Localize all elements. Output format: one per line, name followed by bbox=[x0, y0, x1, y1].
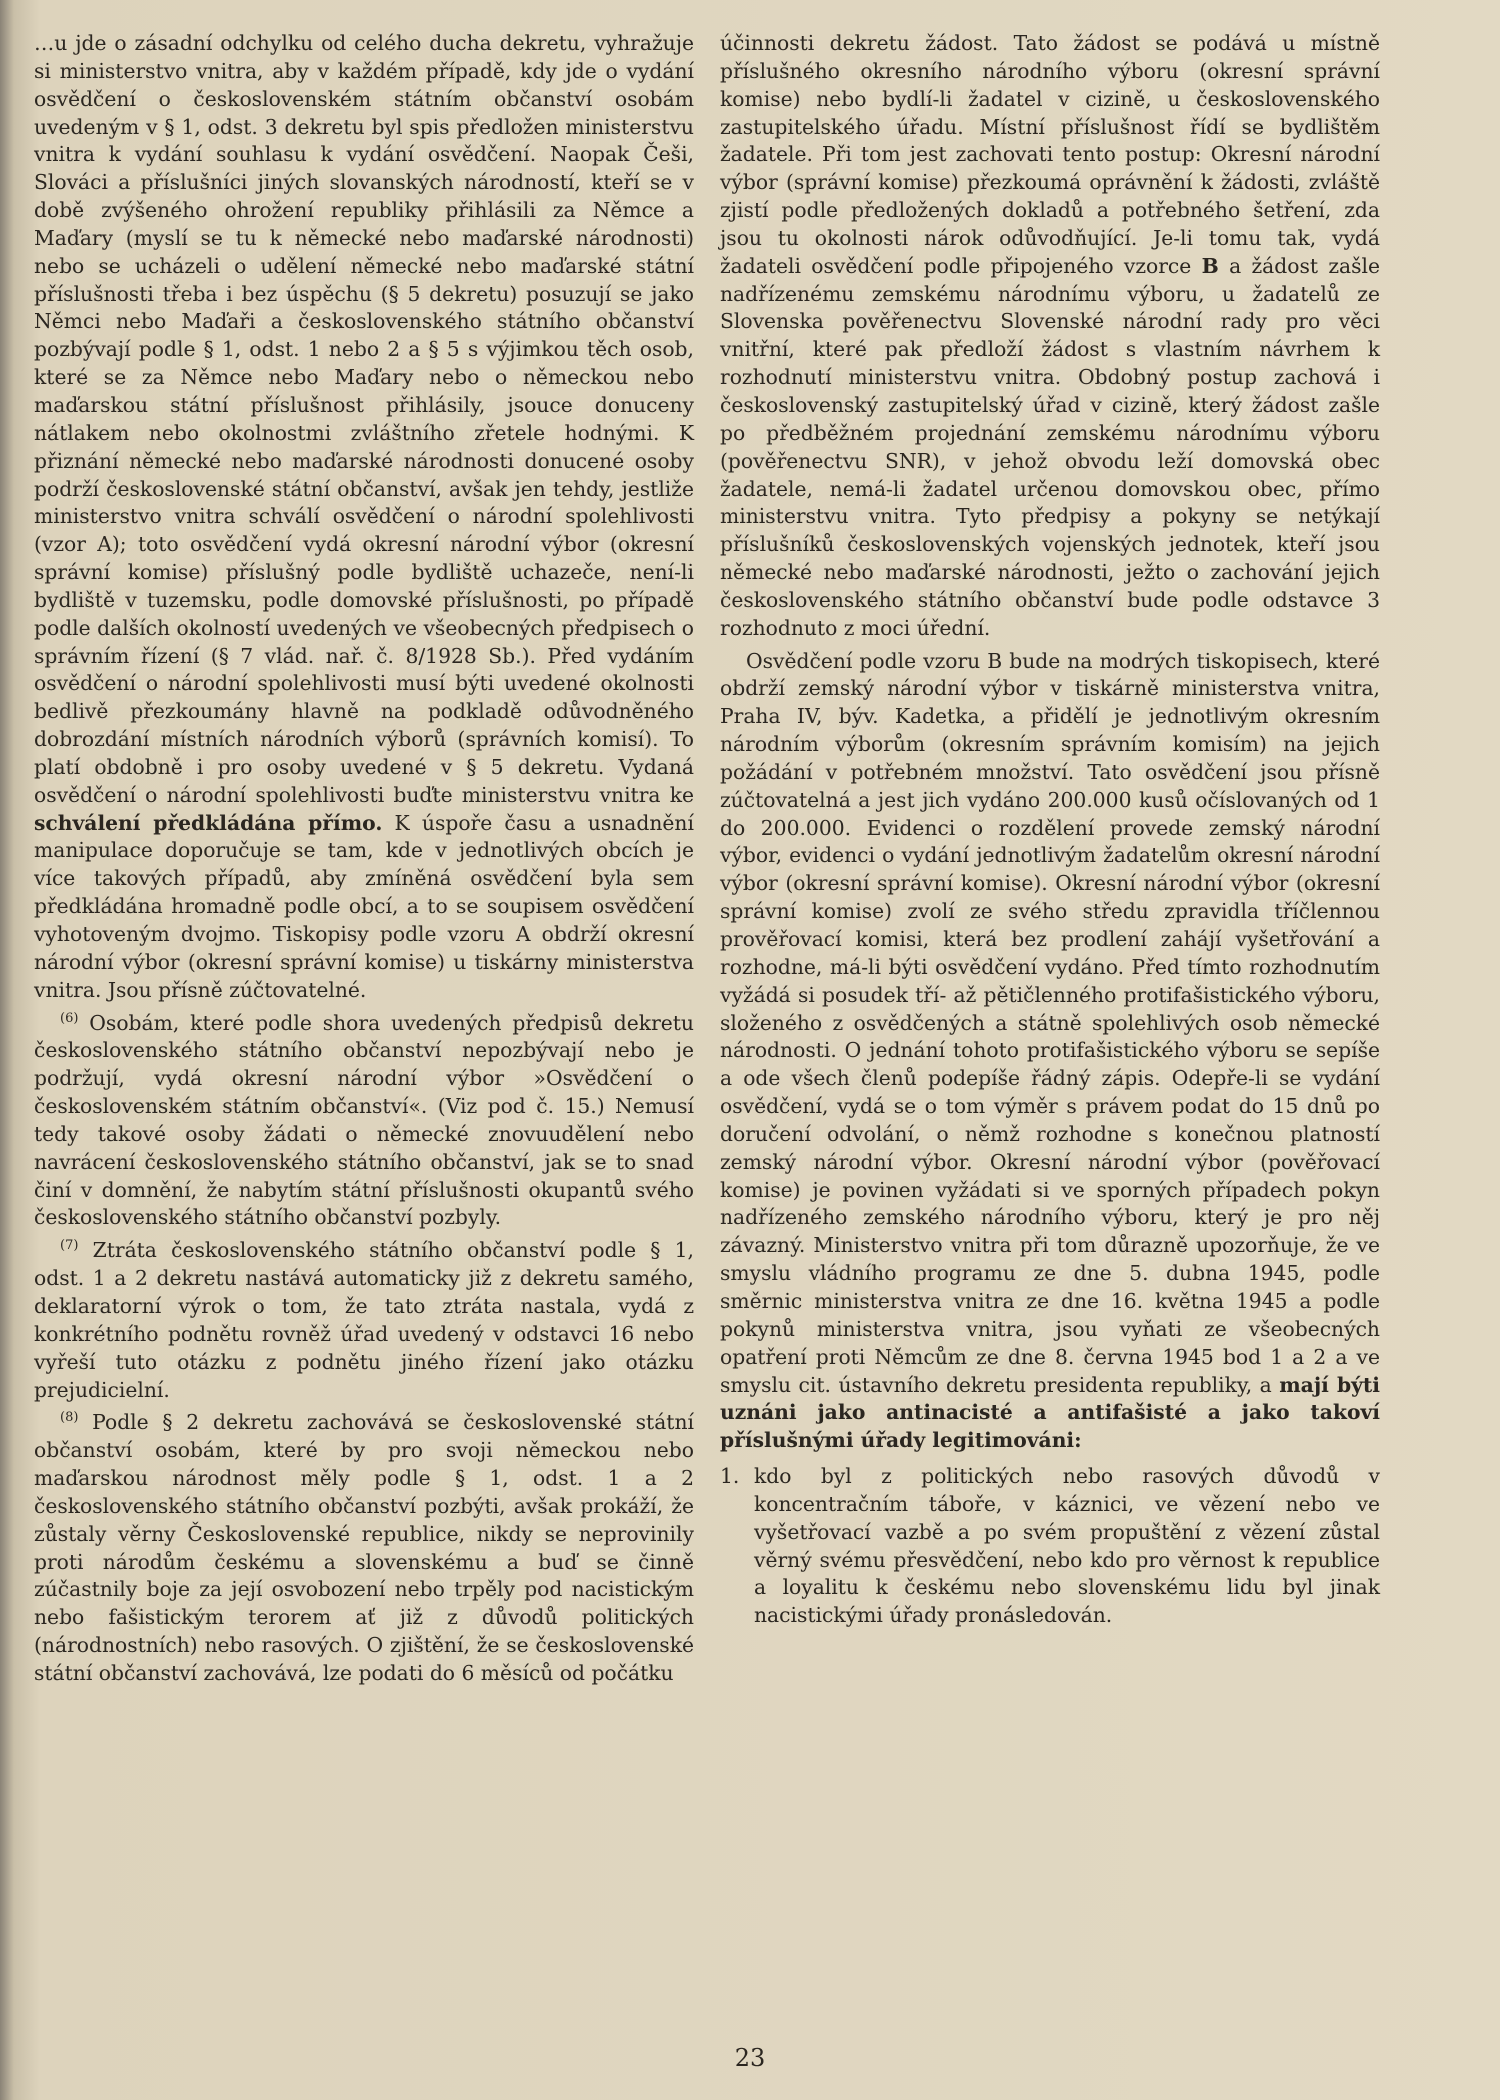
paragraph bbox=[34, 1010, 694, 1233]
paragraph bbox=[34, 1409, 694, 1687]
list-item-number: 1. bbox=[720, 1464, 740, 1489]
paragraph bbox=[34, 1237, 694, 1404]
paragraph-text: Osobám, které podle shora uvedených předpisů dekretu československého státního občanství nepozbývají nebo je podržují, vydá okresní národní výbor »Osvědčení o československém státním občanství«. (Viz pod č. 15.) Nemusí tedy takové osoby žádati o německé znovuudělení nebo navrácení československého státního občanství, jak se to snad činí v domnění, že nabytím státní příslušnosti okupantů svého československého státního občanství pozbyly. bbox=[34, 1010, 694, 1230]
paragraph-marker: (8) bbox=[60, 1410, 79, 1426]
list-item bbox=[720, 1463, 1380, 1630]
list-item-text: kdo byl z politických nebo rasových důvodů v koncentračním táboře, v káznici, ve vězení nebo ve vyšetřovací vazbě a po svém propuštění z vězení zůstal věrný svému přesvědčení, nebo kdo pro věrnost k republice a loyalitu k českému nebo slovenskému lidu byl jinak nacistickými úřady pronásledován. bbox=[754, 1464, 1380, 1628]
paragraph-text: Osvědčení podle vzoru B bude na modrých tiskopisech, které obdrží zemský národní výbor v tiskárně ministerstva vnitra, Praha IV, býv. Kadetka, a přidělí je jednotlivým okresním národním výborům (okresním správním komisím) na jejich požádání v potřebném množství. Tato osvědčení jsou přísně zúčtovatelná a jest jich vydáno 200.000 kusů očíslovaných od 1 do 200.000. Evidenci o rozdělení provede zemský národní výbor, evidenci o vydání jednotlivým žadatelům okresní národní výbor (okresní správní komise). Okresní národní výbor (okresní správní komise) zvolí ze svého středu zpravidla tříčlennou prověřovací komisi, která bez prodlení zahájí vyšetřování a rozhodne, má-li býti osvědčení vydáno. Před tímto rozhodnutím vyžádá si posudek tří- až pětičlenného protifašistického výboru, složeného z osvědčených a státně spolehlivých osob německé národnosti. O jednání tohoto protifašistického výboru se sepíše a ode všech členů podepíše řádný zápis. Odepře-li se vydání osvědčení, vydá se o tom výměr s právem podat do 15 dnů po doručení odvolání, o němž rozhodne s konečnou platností zemský národní výbor. Okresní národní výbor (pověřovací komise) je povinen vyžádati si ve sporných případech pokyn nadřízeného zemského národního výboru, který je pro něj závazný. Ministerstvo vnitra při tom důrazně upozorňuje, že ve smyslu vládního programu ze dne 5. dubna 1945, podle směrnic ministerstva vnitra ze dne 16. května 1945 a podle pokynů ministerstva vnitra, jsou vyňati ze všeobecných opatření proti Němcům ze dne 8. června 1945 bod 1 a 2 a ve smyslu cit. ústavního dekretu presidenta republiky, a bbox=[720, 648, 1380, 1397]
paragraph-text: Podle § 2 dekretu zachovává se československé státní občanství osobám, které by pro svoji německou nebo maďarskou národnost měly podle § 1, odst. 1 a 2 československého státního občanství pozbýti, avšak prokáží, že zůstaly věrny Československé republice, nikdy se neprovinily proti národům českému a slovenskému a buď se činně zúčastnily boje za její osvobození nebo trpěly pod nacistickým nebo fašistickým terorem ať již z důvodů politických (národnostních) nebo rasových. O zjištění, že se československé státní občanství zachovává, lze podati do 6 měsíců od počátku bbox=[34, 1410, 694, 1685]
bold-emphasis: schválení předkládána přímo. bbox=[34, 810, 383, 835]
paragraph-text: K úspoře času a usnadnění manipulace doporučuje se tam, kde v jednotlivých obcích je více takových případů, aby zmíněná osvědčení byla sem předkládána hromadně podle obcí, a to se soupisem osvědčení vyhotoveným dvojmo. Tiskopisy podle vzoru A obdrží okresní národní výbor (okresní správní komise) u tiskárny ministerstva vnitra. Jsou přísně zúčtovatelné. bbox=[34, 810, 694, 1002]
paragraph-marker: (6) bbox=[60, 1010, 79, 1026]
page-number: 23 bbox=[734, 2044, 766, 2072]
bold-emphasis: B bbox=[1201, 253, 1219, 278]
right-column bbox=[720, 30, 1380, 1630]
paragraph-text: účinnosti dekretu žádost. Tato žádost se podává u místně příslušného okresního národního výboru (okresní správní komise) nebo bydlí-li žadatel v cizině, u československého zastupitelského úřadu. Místní příslušnost řídí se bydlištěm žadatele. Při tom jest zachovati tento postup: Okresní národní výbor (správní komise) přezkoumá oprávnění k žádosti, zvláště zjistí podle předložených dokladů a potřebného šetření, zda jsou tu okolnosti nárok odůvodňující. Je-li tomu tak, vydá žadateli osvědčení podle připojeného vzorce bbox=[720, 31, 1380, 278]
paragraph-marker: (7) bbox=[60, 1238, 79, 1254]
numbered-list bbox=[720, 1463, 1380, 1630]
paragraph bbox=[34, 30, 694, 1005]
paragraph-text: a žádost zašle nadřízenému zemskému národnímu výboru, u žadatelů ze Slovenska pověřenectvu Slovenské národní rady pro věci vnitřní, které pak předloží žádost s vlastním návrhem k rozhodnutí ministerstvu vnitra. Obdobný postup zachová i československý zastupitelský úřad v cizině, který žádost zašle po předběžném projednání zemskému národnímu výboru (pověřenectvu SNR), v jehož obvodu leží domovská obec žadatele, nemá-li žadatel určenou domovskou obec, přímo ministerstvu vnitra. Tyto předpisy a pokyny se netýkají příslušníků československých vojenských jednotek, kteří jsou německé nebo maďarské národnosti, ježto o zachování jejich československého státního občanství bude podle odstavce 3 rozhodnuto z moci úřední. bbox=[720, 253, 1380, 640]
paragraph-text: …u jde o zásadní odchylku od celého ducha dekretu, vyhražuje si ministerstvo vnitra, aby v každém případě, kdy jde o vydání osvědčení o československém státním občanství osobám uvedeným v § 1, odst. 3 dekretu byl spis předložen ministerstvu vnitra k vydání souhlasu k vydání osvědčení. Naopak Češi, Slováci a příslušníci jiných slovanských národností, kteří se v době zvýšeného ohrožení republiky přihlásili za Němce a Maďary (myslí se tu k německé nebo maďarské národnosti) nebo se ucházeli o udělení německé nebo maďarské státní příslušnosti třeba i bez úspěchu (§ 5 dekretu) posuzují se jako Němci nebo Maďaři a československého státního občanství pozbývají podle § 1, odst. 1 nebo 2 a § 5 s výjimkou těch osob, které se za Němce nebo Maďary nebo o německou nebo maďarskou státní příslušnost přihlásily, jsouce donuceny nátlakem nebo okolnostmi zvláštního zřetele hodnými. K přiznání německé nebo maďarské národnosti donucené osoby podrží československé státní občanství, avšak jen tehdy, jestliže ministerstvo vnitra schválí osvědčení o národní spolehlivosti (vzor A); toto osvědčení vydá okresní národní výbor (okresní správní komise) příslušný podle bydliště uchazeče, není-li bydliště v tuzemsku, podle domovské příslušnosti, po případě podle dalších okolností uvedených ve všeobecných předpisech o správním řízení (§ 7 vlád. nař. č. 8/1928 Sb.). Před vydáním osvědčení o národní spolehlivosti musí býti uvedené okolnosti bedlivě přezkoumány hlavně na podkladě odůvodněného dobrozdání místních národních výborů (správních komisí). To platí obdobně i pro osoby uvedené v § 5 dekretu. Vydaná osvědčení o národní spolehlivosti buďte ministerstvu vnitra ke bbox=[34, 31, 694, 807]
left-column bbox=[34, 30, 694, 1693]
paragraph bbox=[720, 30, 1380, 643]
paragraph-text: Ztráta československého státního občanství podle § 1, odst. 1 a 2 dekretu nastává automaticky již z dekretu samého, deklaratorní výrok o tom, že tato ztráta nastala, vydá z konkrétního podnětu rovněž úřad uvedený v odstavci 16 nebo vyřeší tuto otázku z podnětu jiného řízení jako otázku prejudicielní. bbox=[34, 1238, 694, 1402]
paragraph bbox=[720, 648, 1380, 1455]
bold-emphasis: mají býti uznáni jako antinacisté a antifašisté a jako takoví příslušnými úřady legitimováni: bbox=[720, 1372, 1380, 1453]
